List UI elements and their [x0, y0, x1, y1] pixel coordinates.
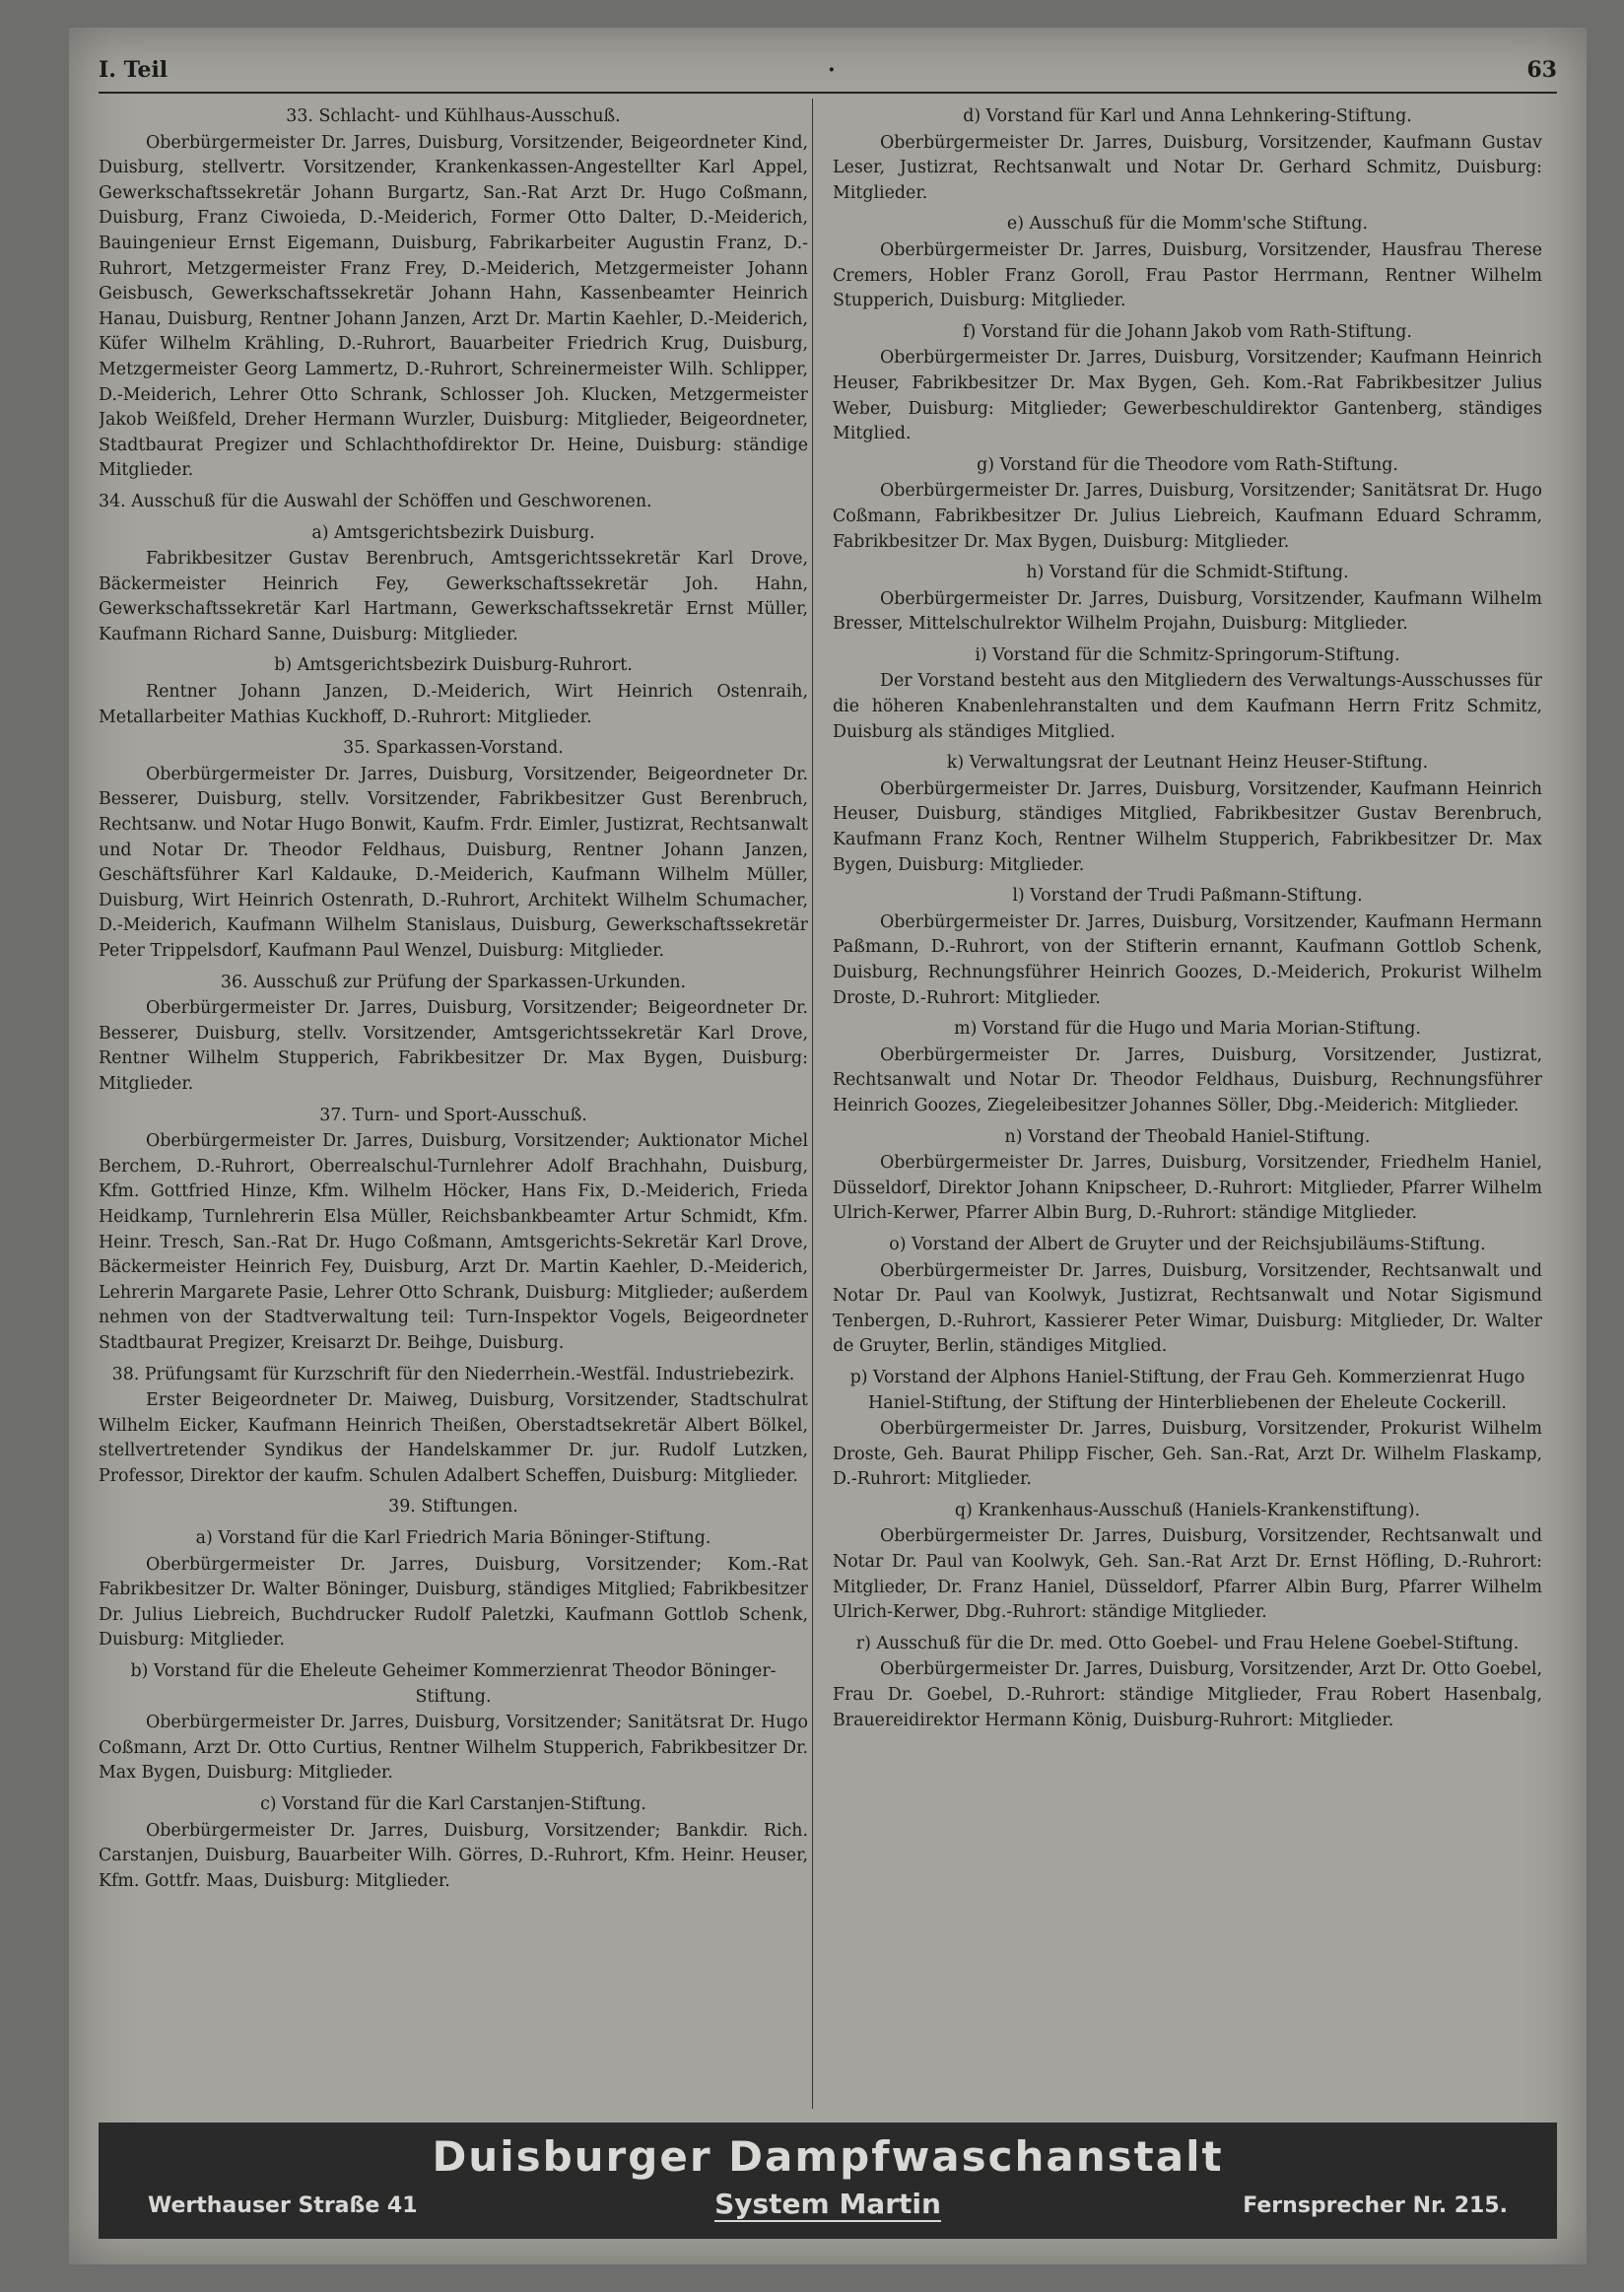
section-body: Oberbürgermeister Dr. Jarres, Duisburg, Vorsitzender; Beigeordneter Dr. Besserer, Duisburg, stellv. Vorsitzender, Amtsgerichtssekretär Karl Drove, Rentner Wilhelm Stupperich, Fabrikbesitzer Dr. Max Bygen, Duisburg: Mitglieder. — [99, 998, 808, 1094]
section — [99, 1104, 808, 1357]
foundation-body: Oberbürgermeister Dr. Jarres, Duisburg, Vorsitzender, Kaufmann Gustav Leser, Justizrat, Rechtsanwalt und Notar Dr. Gerhard Schmitz, Duisburg: Mitglieder. — [833, 132, 1542, 203]
foundation-entry — [833, 1125, 1542, 1227]
subsection — [99, 521, 808, 648]
foundation-title: e) Ausschuß für die Momm'sche Stiftung. — [1006, 214, 1369, 235]
subsection-body: Rentner Johann Janzen, D.-Meiderich, Wirt Heinrich Ostenraih, Metallarbeiter Mathias Kuckhoff, D.-Ruhrort: Mitglieder. — [99, 682, 808, 727]
foundation-title: k) Verwaltungsrat der Leutnant Heinz Heuser-Stiftung. — [946, 753, 1429, 774]
advertisement — [99, 2123, 1557, 2239]
foundation-body: Oberbürgermeister Dr. Jarres, Duisburg, Vorsitzender; Sanitätsrat Dr. Hugo Coßmann, Fabrikbesitzer Dr. Julius Liebreich, Kaufmann Eduard Schramm, Fabrikbesitzer Dr. Max Bygen, Duisburg: Mitglieder. — [833, 481, 1542, 552]
foundation-body: Oberbürgermeister Dr. Jarres, Duisburg, Vorsitzender, Justizrat, Rechtsanwalt und Notar Dr. Theodor Feldhaus, Duisburg, Rechnungsführer Heinrich Goozes, Ziegeleibesitzer Johannes Söller, Dbg.-Meiderich: Mitglieder. — [833, 1045, 1542, 1115]
section — [99, 736, 808, 964]
page-header — [99, 57, 1557, 97]
subsection — [99, 653, 808, 730]
section-title: 36. Ausschuß zur Prüfung der Sparkassen-Urkunden. — [220, 972, 687, 992]
foundation-body: Oberbürgermeister Dr. Jarres, Duisburg, Vorsitzender; Kaufmann Heinrich Heuser, Fabrikbesitzer Dr. Max Bygen, Geh. Kom.-Rat Fabrikbesitzer Julius Weber, Duisburg: Mitglieder; Gewerbeschuldirektor Gantenberg, ständiges Mitglied. — [833, 348, 1542, 444]
section-title: 35. Sparkassen-Vorstand. — [343, 738, 564, 759]
foundation-body: Oberbürgermeister Dr. Jarres, Duisburg, Vorsitzender, Kaufmann Wilhelm Bresser, Mittelschulrektor Wilhelm Projahn, Duisburg: Mitglieder. — [833, 588, 1542, 635]
ad-company-name: Duisburger Dampfwaschanstalt — [432, 2132, 1224, 2181]
foundation-entry — [833, 1499, 1542, 1626]
ad-system-label: System Martin — [714, 2188, 941, 2220]
foundation-title: h) Vorstand für die Schmidt-Stiftung. — [1026, 563, 1349, 583]
section-title: 39. Stiftungen. — [388, 1497, 518, 1517]
section — [99, 971, 808, 1098]
foundation-title: l) Vorstand der Trudi Paßmann-Stiftung. — [1012, 886, 1363, 907]
foundation-body: Oberbürgermeister Dr. Jarres, Duisburg, Vorsitzender, Rechtsanwalt und Notar Dr. Paul van Koolwyk, Justizrat, Rechtsanwalt und Notar Sigismund Tenbergen, D.-Ruhrort, Kassierer Peter Wimar, Duisburg: Mitglieder, Dr. Walter de Gruyter, Berlin, ständiges Mitglied. — [833, 1260, 1542, 1357]
section — [99, 104, 808, 484]
section-body: Erster Beigeordneter Dr. Maiweg, Duisburg, Vorsitzender, Stadtschulrat Wilhelm Eicker, Kaufmann Heinrich Theißen, Oberstadtsekretär Albert Bölkel, stellvertretender Syndikus der Handelskammer Dr. jur. Rudolf Lutzken, Professor, Direktor der kaufm. Schulen Adalbert Scheffen, Duisburg: Mitglieder. — [99, 1390, 808, 1486]
section — [99, 1495, 808, 1894]
header-rule — [99, 92, 1557, 94]
subsection-body: Oberbürgermeister Dr. Jarres, Duisburg, Vorsitzender; Kom.-Rat Fabrikbesitzer Dr. Walter Böninger, Duisburg, ständiges Mitglied; Fabrikbesitzer Dr. Julius Liebreich, Buchdrucker Rudolf Paletzki, Kaufmann Gottlob Schenk, Duisburg: Mitglieder. — [99, 1554, 808, 1651]
foundation-body: Der Vorstand besteht aus den Mitgliedern des Verwaltungs-Ausschusses für die höheren Knabenlehranstalten und dem Kaufmann Herrn Fritz Schmitz, Duisburg als ständiges Mitglied. — [833, 671, 1542, 742]
subsection — [99, 1792, 808, 1894]
foundation-title: m) Vorstand für die Hugo und Maria Morian-Stiftung. — [954, 1019, 1421, 1040]
right-column — [833, 99, 1542, 2109]
left-column — [99, 99, 808, 2109]
foundation-title: i) Vorstand für die Schmitz-Springorum-Stiftung. — [975, 644, 1400, 665]
foundation-entry — [833, 104, 1542, 206]
foundation-title: n) Vorstand der Theobald Haniel-Stiftung. — [1004, 1126, 1371, 1147]
section — [99, 490, 808, 730]
column-divider — [812, 99, 813, 2109]
section-body: Oberbürgermeister Dr. Jarres, Duisburg, Vorsitzender, Beigeordneter Dr. Besserer, Duisburg, stellv. Vorsitzender, Fabrikbesitzer Gust Berenbruch, Rechtsanw. und Notar Hugo Bonwit, Kaufm. Frdr. Eimler, Justizrat, Rechtsanwalt und Notar Dr. Theodor Feldhaus, Duisburg, Rentner Johann Janzen, Geschäftsführer Karl Kaldauke, D.-Meiderich, Kaufmann Wilhelm Müller, Duisburg, Wirt Heinrich Ostenrath, D.-Ruhrort, Architekt Wilhelm Schumacher, D.-Meiderich, Kaufmann Wilhelm Stanislaus, Duisburg, Gewerkschaftssekretär Peter Trippelsdorf, Kaufmann Paul Wenzel, Duisburg: Mitglieder. — [99, 764, 808, 961]
foundation-body: Oberbürgermeister Dr. Jarres, Duisburg, Vorsitzender, Friedhelm Haniel, Düsseldorf, Direktor Johann Knipscheer, D.-Ruhrort: Mitglieder, Pfarrer Wilhelm Ulrich-Kerwer, Pfarrer Albin Burg, D.-Ruhrort: ständige Mitglieder. — [833, 1153, 1542, 1224]
foundation-body: Oberbürgermeister Dr. Jarres, Duisburg, Vorsitzender, Prokurist Wilhelm Droste, Geh. Baurat Philipp Fischer, Geh. San.-Rat, Arzt Dr. Wilhelm Flaskamp, D.-Ruhrort: Mitglieder. — [833, 1419, 1542, 1490]
subsection-body: Oberbürgermeister Dr. Jarres, Duisburg, Vorsitzender; Sanitätsrat Dr. Hugo Coßmann, Arzt Dr. Otto Curtius, Rentner Wilhelm Stupperich, Fabrikbesitzer Dr. Max Bygen, Duisburg: Mitglieder. — [99, 1713, 808, 1784]
foundation-body: Oberbürgermeister Dr. Jarres, Duisburg, Vorsitzender, Hausfrau Therese Cremers, Hobler Franz Goroll, Frau Pastor Herrmann, Rentner Wilhelm Stupperich, Duisburg: Mitglieder. — [833, 239, 1542, 311]
foundation-title: o) Vorstand der Albert de Gruyter und der Reichsjubiläums-Stiftung. — [889, 1234, 1486, 1254]
subsection — [99, 1526, 808, 1653]
section-title: 37. Turn- und Sport-Ausschuß. — [319, 1105, 587, 1125]
section-title: 34. Ausschuß für die Auswahl der Schöffen und Geschworenen. — [99, 491, 652, 511]
foundation-body: Oberbürgermeister Dr. Jarres, Duisburg, Vorsitzender, Rechtsanwalt und Notar Dr. Paul van Koolwyk, Geh. San.-Rat Arzt Dr. Ernst Höfling, D.-Ruhrort: Mitglieder, Dr. Franz Haniel, Düsseldorf, Pfarrer Albin Burg, Pfarrer Wilhelm Ulrich-Kerwer, Dbg.-Ruhrort: ständige Mitglieder. — [833, 1526, 1542, 1623]
foundation-title: p) Vorstand der Alphons Haniel-Stiftung, der Frau Geh. Kommerzienrat Hugo Haniel-Stiftung, der Stiftung der Hinterbliebenen der Eheleute Cockerill. — [849, 1367, 1525, 1413]
page-number: 63 — [1526, 57, 1557, 83]
foundation-entry — [833, 884, 1542, 1011]
foundation-entry — [833, 1017, 1542, 1118]
section-body: Oberbürgermeister Dr. Jarres, Duisburg, Vorsitzender; Auktionator Michel Berchem, D.-Ruhrort, Oberrealschul-Turnlehrer Adolf Brachhahn, Duisburg, Kfm. Gottfried Hinze, Kfm. Wilhelm Höcker, Hans Fix, D.-Meiderich, Frieda Heidkamp, Turnlehrerin Elsa Müller, Reichsbankbeamter Artur Schmidt, Kfm. Heinr. Tresch, San.-Rat Dr. Hugo Coßmann, Amtsgerichts-Sekretär Karl Drove, Bäckermeister Heinrich Fey, Duisburg, Arzt Dr. Martin Kaehler, D.-Meiderich, Lehrerin Margarete Pasie, Lehrer Otto Schrank, Duisburg: Mitglieder; außerdem nehmen von der Stadtverwaltung teil: Turn-Inspektor Vogels, Beigeordneter Stadtbaurat Pregizer, Kreisarzt Dr. Beihge, Duisburg. — [99, 1131, 808, 1353]
section — [99, 1363, 808, 1490]
foundation-entry — [833, 1632, 1542, 1733]
foundation-body: Oberbürgermeister Dr. Jarres, Duisburg, Vorsitzender, Kaufmann Heinrich Heuser, Duisburg, ständiges Mitglied, Fabrikbesitzer Gustav Berenbruch, Kaufmann Franz Koch, Rentner Wilhelm Stupperich, Fabrikbesitzer Dr. Max Bygen, Duisburg: Mitglieder. — [833, 778, 1542, 875]
foundation-entry — [833, 1233, 1542, 1360]
foundation-entry — [833, 643, 1542, 745]
subsection-title: b) Amtsgerichtsbezirk Duisburg-Ruhrort. — [274, 655, 633, 676]
ad-phone: Fernsprecher Nr. 215. — [1243, 2193, 1508, 2218]
header-mark: · — [828, 57, 836, 83]
document-page — [69, 28, 1587, 2264]
foundation-entry — [833, 561, 1542, 638]
subsection — [99, 1659, 808, 1786]
section-title: 33. Schlacht- und Kühlhaus-Ausschuß. — [286, 106, 621, 126]
foundation-entry — [833, 453, 1542, 555]
foundation-body: Oberbürgermeister Dr. Jarres, Duisburg, Vorsitzender, Arzt Dr. Otto Goebel, Frau Dr. Goebel, D.-Ruhrort: ständige Mitglieder, Frau Robert Hasenbalg, Brauereidirektor Hermann König, Duisburg-Ruhrort: Mitglieder. — [833, 1659, 1542, 1730]
foundation-title: r) Ausschuß für die Dr. med. Otto Goebel- und Frau Helene Goebel-Stiftung. — [855, 1633, 1520, 1653]
foundation-title: g) Vorstand für die Theodore vom Rath-Stiftung. — [977, 454, 1398, 475]
foundation-entry — [833, 751, 1542, 878]
subsection-title: b) Vorstand für die Eheleute Geheimer Kommerzienrat Theodor Böninger-Stiftung. — [130, 1661, 777, 1707]
foundation-entry — [833, 320, 1542, 447]
subsection-title: a) Amtsgerichtsbezirk Duisburg. — [311, 522, 595, 543]
foundation-title: f) Vorstand für die Johann Jakob vom Rath-Stiftung. — [963, 321, 1412, 342]
ad-address: Werthauser Straße 41 — [148, 2193, 418, 2218]
subsection-body: Fabrikbesitzer Gustav Berenbruch, Amtsgerichtssekretär Karl Drove, Bäckermeister Heinrich Fey, Gewerkschaftssekretär Joh. Hahn, Gewerkschaftssekretär Karl Hartmann, Gewerkschaftssekretär Ernst Müller, Kaufmann Richard Sanne, Duisburg: Mitglieder. — [99, 549, 808, 644]
foundation-entry — [833, 1366, 1542, 1493]
subsection-title: a) Vorstand für die Karl Friedrich Maria Böninger-Stiftung. — [195, 1528, 711, 1549]
section-title: 38. Prüfungsamt für Kurzschrift für den Niederrhein.-Westfäl. Industriebezirk. — [111, 1364, 795, 1384]
foundation-body: Oberbürgermeister Dr. Jarres, Duisburg, Vorsitzender, Kaufmann Hermann Paßmann, D.-Ruhrort, von der Stifterin ernannt, Kaufmann Gottlob Schenk, Duisburg, Rechnungsführer Heinrich Goozes, D.-Meiderich, Prokurist Wilhelm Droste, D.-Ruhrort: Mitglieder. — [833, 911, 1542, 1008]
foundation-title: q) Krankenhaus-Ausschuß (Haniels-Krankenstiftung). — [954, 1500, 1421, 1520]
section-body: Oberbürgermeister Dr. Jarres, Duisburg, Vorsitzender, Beigeordneter Kind, Duisburg, stellvertr. Vorsitzender, Krankenkassen-Angestellter Karl Appel, Gewerkschaftssekretär Johann Burgartz, San.-Rat Arzt Dr. Hugo Coßmann, Duisburg, Franz Ciwoieda, D.-Meiderich, Former Otto Dalter, D.-Meiderich, Bauingenieur Ernst Eigemann, Duisburg, Fabrikarbeiter Augustin Franz, D.-Ruhrort, Metzgermeister Franz Frey, D.-Meiderich, Metzgermeister Johann Geisbusch, Gewerkschaftssekretär Johann Hahn, Kassenbeamter Heinrich Hanau, Duisburg, Rentner Johann Janzen, Arzt Dr. Martin Kaehler, D.-Meiderich, Küfer Wilhelm Krähling, D.-Ruhrort, Bauarbeiter Friedrich Krug, Duisburg, Metzgermeister Georg Lammertz, D.-Ruhrort, Schreinermeister Wilh. Schlipper, D.-Meiderich, Lehrer Otto Schrank, Schlosser Joh. Klucken, Metzgermeister Jakob Weißfeld, Dreher Hermann Wurzler, Duisburg: Mitglieder, Beigeordneter, Stadtbaurat Pregizer und Schlachthofdirektor Dr. Heine, Duisburg: ständige Mitglieder. — [99, 132, 808, 481]
foundation-title: d) Vorstand für Karl und Anna Lehnkering-Stiftung. — [963, 106, 1412, 126]
subsection-title: c) Vorstand für die Karl Carstanjen-Stiftung. — [260, 1794, 646, 1814]
subsection-body: Oberbürgermeister Dr. Jarres, Duisburg, Vorsitzender; Bankdir. Rich. Carstanjen, Duisburg, Bauarbeiter Wilh. Görres, D.-Ruhrort, Kfm. Heinr. Heuser, Kfm. Gottfr. Maas, Duisburg: Mitglieder. — [99, 1820, 808, 1891]
part-label: I. Teil — [99, 57, 169, 83]
foundation-entry — [833, 212, 1542, 313]
